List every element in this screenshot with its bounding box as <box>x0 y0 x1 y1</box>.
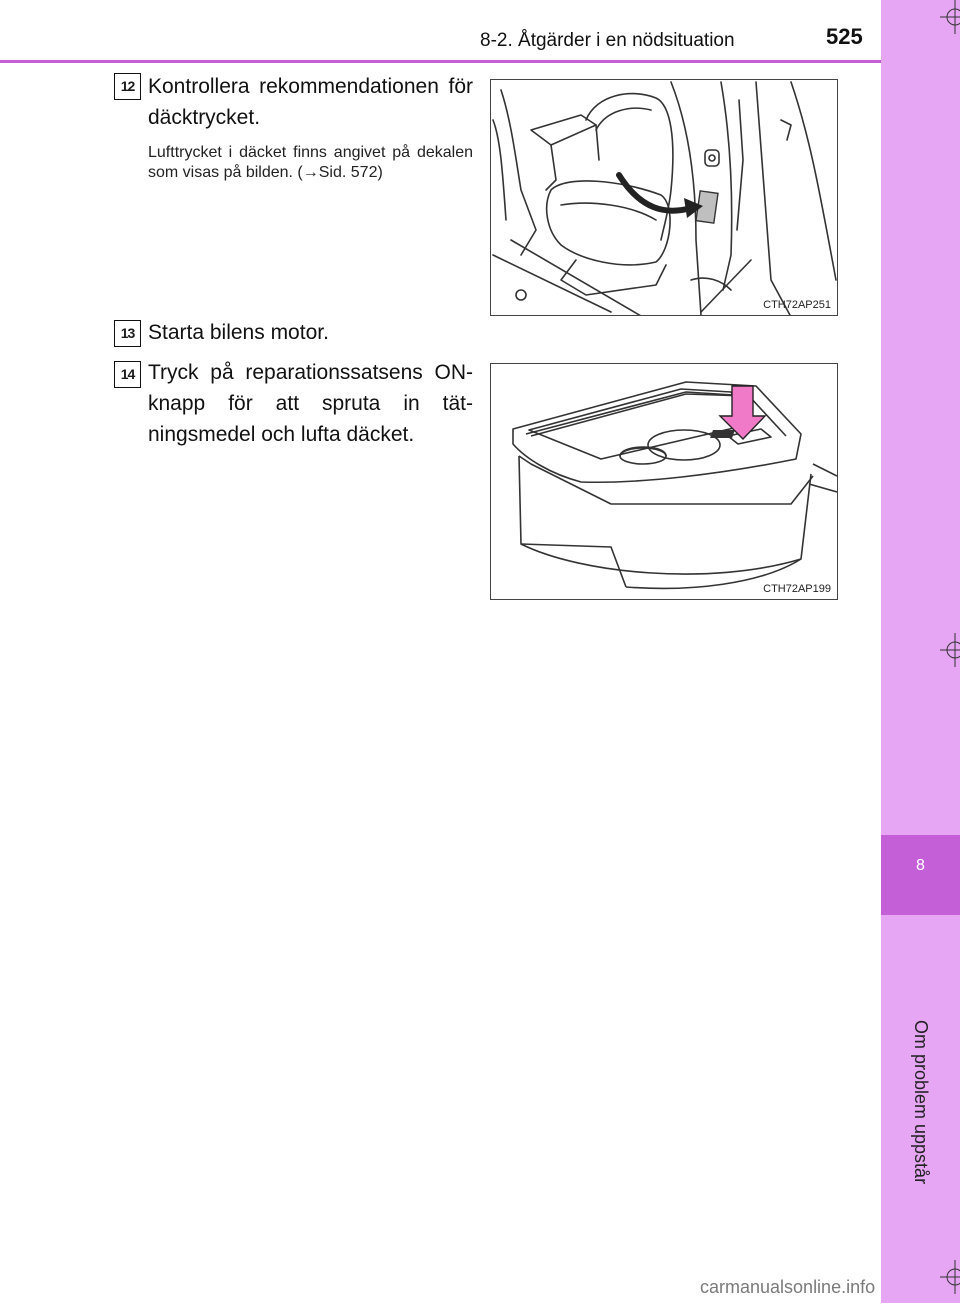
header-rule <box>0 60 881 63</box>
step-12-note-close-paren: ) <box>377 164 383 181</box>
figure-1-code: CTH72AP251 <box>763 299 831 311</box>
arrow-right-icon: → <box>302 164 319 181</box>
step-12-text: Kontrollera rekommendationen för däcktrycket. <box>148 75 473 129</box>
step-number-14: 14 <box>114 361 141 388</box>
step-number-12: 12 <box>114 73 141 100</box>
watermark: carmanualsonline.info <box>700 1277 876 1297</box>
crop-mark-middle <box>940 633 960 667</box>
crop-mark-top <box>940 0 960 34</box>
chapter-number: 8 <box>916 857 925 874</box>
chapter-title: Om problem uppstår <box>911 1020 931 1185</box>
figure-tire-pressure-label <box>490 79 838 316</box>
figure-repair-kit-button <box>490 363 838 600</box>
step-14-text: Tryck på reparationssatsens ON-knapp för att spruta in tät-ningsmedel och lufta däcket. <box>148 361 473 446</box>
step-12-note-open-paren: ( <box>297 164 303 181</box>
section-title: 8-2. Åtgärder i en nödsituation <box>480 30 735 51</box>
step-12-note <box>148 143 473 183</box>
on-button <box>710 430 735 438</box>
repair-kit-illustration <box>491 364 838 600</box>
step-13-text: Starta bilens motor. <box>148 321 329 344</box>
page-number: 525 <box>826 24 863 49</box>
page-reference-link[interactable]: Sid. 572 <box>318 164 378 181</box>
figure-2-code: CTH72AP199 <box>763 583 831 595</box>
step-12-note-text: Lufttrycket i däcket finns angivet på dekalen som visas på bilden. <box>148 144 473 181</box>
crop-mark-bottom <box>940 1260 960 1294</box>
car-seat-door-illustration <box>491 80 838 316</box>
step-number-13: 13 <box>114 320 141 347</box>
chapter-number-box <box>881 835 960 915</box>
